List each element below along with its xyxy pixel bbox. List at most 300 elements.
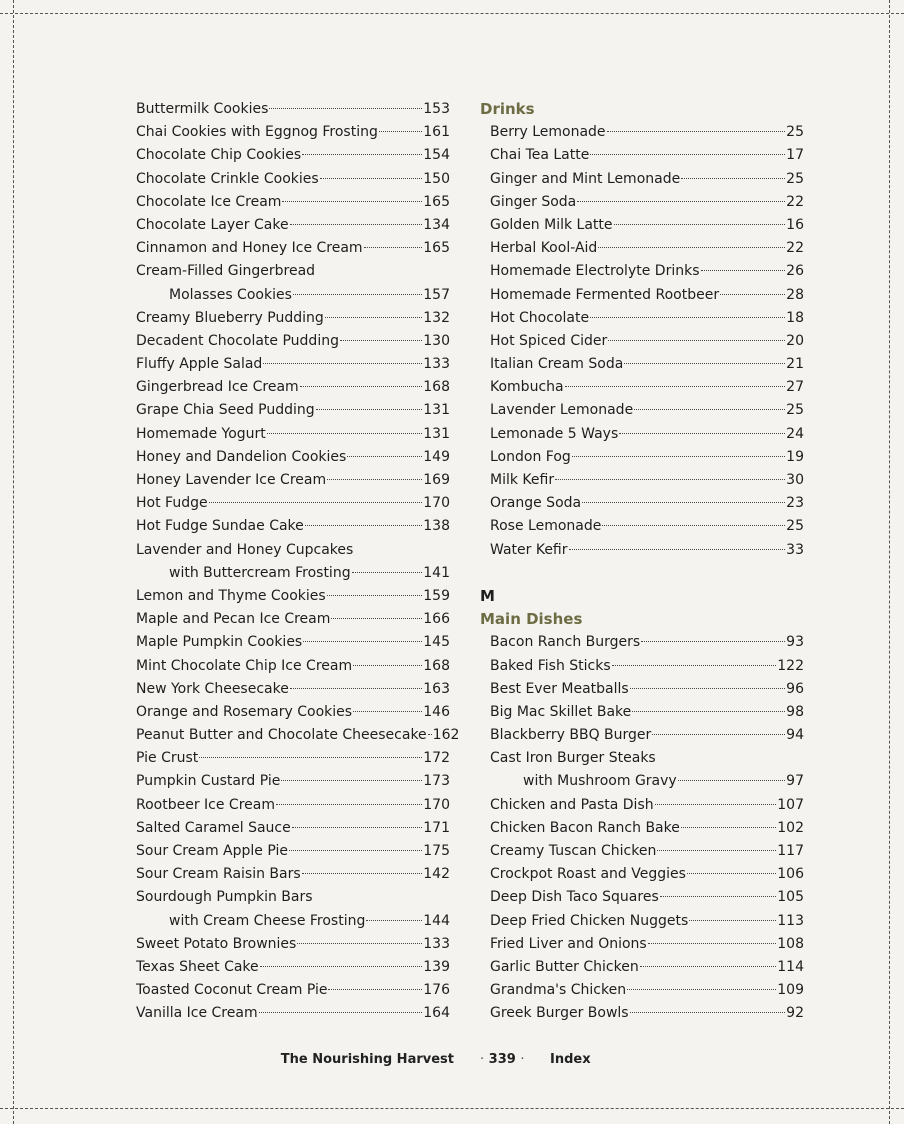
dot-leader bbox=[290, 688, 422, 689]
footer-section-name: Index bbox=[550, 1052, 591, 1067]
entry-name: Chocolate Layer Cake bbox=[136, 216, 289, 233]
entry-name: Chai Tea Latte bbox=[490, 147, 590, 164]
index-entry bbox=[136, 168, 450, 191]
entry-page-number: 132 bbox=[423, 309, 450, 326]
dot-leader bbox=[590, 317, 785, 318]
entry-name: Lemonade 5 Ways bbox=[490, 425, 619, 442]
dot-leader bbox=[612, 665, 777, 666]
index-entry bbox=[136, 539, 450, 562]
dot-leader bbox=[598, 247, 785, 248]
entry-name: Sour Cream Raisin Bars bbox=[136, 866, 301, 883]
entry-name: Lavender and Honey Cupcakes bbox=[136, 541, 354, 558]
entry-page-number: 25 bbox=[786, 518, 804, 535]
index-entry bbox=[136, 956, 450, 979]
entry-name: Hot Spiced Cider bbox=[490, 332, 608, 349]
index-entry bbox=[136, 933, 450, 956]
index-entry bbox=[480, 933, 804, 956]
entry-page-number: 98 bbox=[786, 703, 804, 720]
dot-leader bbox=[290, 224, 423, 225]
entry-page-number: 27 bbox=[786, 379, 804, 396]
dot-leader bbox=[259, 1012, 423, 1013]
entry-name: Homemade Electrolyte Drinks bbox=[490, 263, 700, 280]
entry-page-number: 165 bbox=[423, 193, 450, 210]
index-entry bbox=[136, 307, 450, 330]
entry-name: Cinnamon and Honey Ice Cream bbox=[136, 240, 363, 257]
entry-name: Herbal Kool-Aid bbox=[490, 240, 598, 257]
index-entry bbox=[136, 840, 450, 863]
dot-leader bbox=[627, 989, 776, 990]
entry-name: Best Ever Meatballs bbox=[490, 680, 629, 697]
dot-leader bbox=[720, 294, 785, 295]
dot-leader bbox=[352, 572, 423, 573]
footer-page-number bbox=[480, 1052, 524, 1067]
dot-leader bbox=[660, 896, 777, 897]
entry-page-number: 154 bbox=[423, 147, 450, 164]
dot-leader bbox=[347, 456, 422, 457]
dot-leader bbox=[364, 247, 423, 248]
entry-name: Homemade Fermented Rootbeer bbox=[490, 286, 720, 303]
entry-name: Honey and Dandelion Cookies bbox=[136, 448, 347, 465]
entry-name: Creamy Tuscan Chicken bbox=[490, 843, 657, 859]
dot-leader bbox=[199, 757, 422, 758]
entry-name: Cream-Filled Gingerbread bbox=[136, 263, 316, 280]
index-entry bbox=[136, 608, 450, 631]
trim-line-bottom bbox=[0, 1108, 904, 1109]
dot-leader bbox=[302, 873, 423, 874]
index-entry bbox=[480, 840, 804, 863]
index-entry bbox=[480, 539, 804, 562]
index-entry bbox=[136, 237, 450, 260]
entry-name: Crockpot Roast and Veggies bbox=[490, 866, 686, 883]
index-entry bbox=[480, 910, 804, 933]
entry-page-number: 173 bbox=[423, 773, 450, 790]
entry-name: Kombucha bbox=[490, 379, 564, 396]
dot-leader bbox=[632, 711, 785, 712]
dot-leader bbox=[327, 595, 423, 596]
entry-page-number: 22 bbox=[786, 240, 804, 257]
entry-page-number: 133 bbox=[423, 935, 450, 952]
entry-name: Peanut Butter and Chocolate Cheesecake bbox=[136, 727, 427, 744]
entry-name: Blackberry BBQ Burger bbox=[490, 727, 652, 744]
index-entry bbox=[136, 191, 450, 214]
dot-leader bbox=[624, 363, 785, 364]
index-entry bbox=[136, 701, 450, 724]
dot-leader bbox=[353, 665, 422, 666]
index-entry bbox=[480, 886, 804, 909]
trim-line-right bbox=[889, 0, 890, 1124]
dot-leader bbox=[276, 804, 422, 805]
entry-name: Deep Fried Chicken Nuggets bbox=[490, 912, 689, 929]
entry-page-number: 133 bbox=[423, 356, 450, 373]
dot-leader bbox=[630, 688, 785, 689]
entry-page-number: 163 bbox=[423, 680, 450, 697]
index-entry bbox=[136, 376, 450, 399]
index-entry bbox=[136, 562, 450, 585]
entry-name: Garlic Butter Chicken bbox=[490, 958, 639, 975]
index-entry bbox=[480, 655, 804, 678]
index-entry bbox=[136, 724, 460, 747]
entry-page-number: 172 bbox=[423, 750, 450, 767]
dot-leader bbox=[282, 201, 422, 202]
dot-leader bbox=[289, 850, 422, 851]
entry-page-number: 94 bbox=[786, 727, 804, 744]
dot-leader bbox=[607, 131, 786, 132]
entry-page-number: 157 bbox=[423, 286, 450, 303]
entry-name: Salted Caramel Sauce bbox=[136, 819, 291, 836]
dot-leader bbox=[293, 294, 422, 295]
index-entry bbox=[480, 399, 804, 422]
dot-leader bbox=[681, 827, 776, 828]
index-entry bbox=[136, 353, 450, 376]
entry-name: Maple and Pecan Ice Cream bbox=[136, 611, 331, 628]
index-entry bbox=[136, 863, 450, 886]
entry-page-number: 150 bbox=[423, 170, 450, 187]
trim-line-left bbox=[13, 0, 14, 1124]
dot-leader bbox=[331, 618, 422, 619]
entry-page-number: 162 bbox=[432, 727, 460, 744]
entry-page-number: 170 bbox=[423, 495, 450, 512]
index-entry bbox=[480, 260, 804, 283]
entry-page-number: 93 bbox=[786, 634, 804, 651]
dot-leader bbox=[641, 641, 785, 642]
entry-page-number: 170 bbox=[423, 796, 450, 813]
section-heading-main-dishes: Main Dishes bbox=[480, 610, 583, 629]
drinks-list bbox=[480, 121, 804, 562]
dot-leader bbox=[602, 525, 785, 526]
index-entry bbox=[136, 817, 450, 840]
entry-name: Baked Fish Sticks bbox=[490, 657, 611, 674]
entry-name: London Fog bbox=[490, 448, 571, 465]
index-entry bbox=[136, 515, 450, 538]
entry-page-number: 21 bbox=[786, 356, 804, 373]
index-entry bbox=[480, 817, 804, 840]
entry-name: Hot Chocolate bbox=[490, 309, 590, 326]
dot-leader bbox=[652, 734, 785, 735]
index-entry bbox=[136, 98, 450, 121]
entry-page-number: 130 bbox=[423, 332, 450, 349]
index-entry bbox=[480, 144, 804, 167]
dot-leader bbox=[687, 873, 776, 874]
entry-page-number: 107 bbox=[777, 796, 804, 813]
entry-page-number: 165 bbox=[423, 240, 450, 257]
entry-page-number: 168 bbox=[423, 657, 450, 674]
entry-page-number: 102 bbox=[777, 819, 804, 836]
dot-leader bbox=[269, 108, 422, 109]
entry-page-number: 146 bbox=[423, 703, 450, 720]
entry-page-number: 153 bbox=[423, 101, 450, 117]
dot-leader bbox=[320, 178, 423, 179]
dot-leader bbox=[572, 456, 785, 457]
entry-page-number: 24 bbox=[786, 425, 804, 442]
dot-leader bbox=[325, 317, 423, 318]
entry-name: Chocolate Chip Cookies bbox=[136, 147, 302, 164]
index-entry bbox=[480, 515, 804, 538]
entry-name: Sweet Potato Brownies bbox=[136, 935, 297, 952]
entry-page-number: 28 bbox=[786, 286, 804, 303]
entry-name: Fried Liver and Onions bbox=[490, 935, 647, 952]
entry-name: Homemade Yogurt bbox=[136, 425, 266, 442]
entry-name: Greek Burger Bowls bbox=[490, 1005, 629, 1022]
index-entry bbox=[480, 191, 804, 214]
entry-page-number: 19 bbox=[786, 448, 804, 465]
index-entry bbox=[480, 423, 804, 446]
entry-name: Vanilla Ice Cream bbox=[136, 1005, 258, 1022]
entry-page-number: 96 bbox=[786, 680, 804, 697]
dot-leader bbox=[340, 340, 422, 341]
entry-name: Toasted Coconut Cream Pie bbox=[136, 982, 328, 999]
dot-leader bbox=[681, 178, 785, 179]
dot-leader bbox=[267, 433, 422, 434]
entry-name: Rootbeer Ice Cream bbox=[136, 796, 275, 813]
index-entry bbox=[480, 724, 804, 747]
dot-leader bbox=[305, 525, 422, 526]
entry-page-number: 144 bbox=[423, 912, 450, 929]
entry-page-number: 25 bbox=[786, 124, 804, 141]
entry-name: Orange Soda bbox=[490, 495, 582, 512]
entry-page-number: 161 bbox=[423, 124, 450, 141]
entry-name: Pie Crust bbox=[136, 750, 199, 767]
entry-name: Buttermilk Cookies bbox=[136, 101, 269, 117]
entry-page-number: 33 bbox=[786, 541, 804, 558]
index-entry bbox=[136, 214, 450, 237]
dot-leader bbox=[379, 131, 422, 132]
entry-name: Sourdough Pumpkin Bars bbox=[136, 889, 313, 906]
entry-page-number: 25 bbox=[786, 402, 804, 419]
entry-name: Big Mac Skillet Bake bbox=[490, 703, 632, 720]
index-entry bbox=[136, 979, 450, 1002]
entry-name: Chicken Bacon Ranch Bake bbox=[490, 819, 680, 836]
dot-leader bbox=[292, 827, 423, 828]
entry-name: Italian Cream Soda bbox=[490, 356, 624, 373]
entry-name: Grandma's Chicken bbox=[490, 982, 627, 999]
entry-page-number: 134 bbox=[423, 216, 450, 233]
entry-page-number: 149 bbox=[423, 448, 450, 465]
dot-leader bbox=[614, 224, 786, 225]
index-entry bbox=[480, 794, 804, 817]
entry-page-number: 108 bbox=[777, 935, 804, 952]
entry-name: Chocolate Ice Cream bbox=[136, 193, 282, 210]
entry-name: Milk Kefir bbox=[490, 472, 555, 488]
entry-name: Lemon and Thyme Cookies bbox=[136, 587, 326, 604]
entry-page-number: 113 bbox=[777, 912, 804, 929]
index-entry bbox=[480, 237, 804, 260]
dot-leader bbox=[209, 502, 423, 503]
entry-page-number: 122 bbox=[777, 657, 804, 674]
index-entry bbox=[480, 956, 804, 979]
entry-name: Hot Fudge Sundae Cake bbox=[136, 518, 304, 535]
entry-name: Maple Pumpkin Cookies bbox=[136, 634, 303, 651]
entry-page-number: 18 bbox=[786, 309, 804, 326]
entry-page-number: 23 bbox=[786, 495, 804, 512]
dot-leader bbox=[302, 154, 422, 155]
entry-name: Grape Chia Seed Pudding bbox=[136, 402, 315, 419]
dot-leader bbox=[328, 989, 422, 990]
entry-name: Golden Milk Latte bbox=[490, 216, 613, 233]
entry-name: Orange and Rosemary Cookies bbox=[136, 703, 353, 720]
dot-leader bbox=[303, 641, 422, 642]
entry-page-number: 131 bbox=[423, 402, 450, 419]
entry-name: Berry Lemonade bbox=[490, 124, 606, 141]
entry-page-number: 142 bbox=[423, 866, 450, 883]
index-entry bbox=[136, 886, 450, 909]
dot-leader bbox=[630, 1012, 786, 1013]
index-entry bbox=[480, 330, 804, 353]
entry-page-number: 92 bbox=[786, 1005, 804, 1022]
dot-leader bbox=[555, 479, 785, 480]
letter-heading: M bbox=[480, 586, 495, 605]
dot-leader bbox=[640, 966, 777, 967]
dot-leader bbox=[655, 804, 777, 805]
entry-page-number: 117 bbox=[777, 843, 804, 859]
entry-page-number: 159 bbox=[423, 587, 450, 604]
entry-page-number: 26 bbox=[786, 263, 804, 280]
entry-name: Mint Chocolate Chip Ice Cream bbox=[136, 657, 353, 674]
index-entry bbox=[136, 121, 450, 144]
entry-name: Hot Fudge bbox=[136, 495, 208, 512]
index-entry bbox=[480, 469, 804, 492]
dot-leader bbox=[353, 711, 422, 712]
dot-leader bbox=[590, 154, 785, 155]
entry-page-number: 106 bbox=[777, 866, 804, 883]
index-entry bbox=[480, 1002, 804, 1025]
entry-page-number: 17 bbox=[786, 147, 804, 164]
index-entry bbox=[480, 121, 804, 144]
entry-page-number: 169 bbox=[423, 472, 450, 488]
index-entry bbox=[480, 747, 804, 770]
index-entry bbox=[136, 585, 450, 608]
entry-name: Chocolate Crinkle Cookies bbox=[136, 170, 319, 187]
index-entry bbox=[480, 701, 804, 724]
entry-name: Ginger and Mint Lemonade bbox=[490, 170, 681, 187]
index-entry bbox=[480, 678, 804, 701]
entry-page-number: 25 bbox=[786, 170, 804, 187]
index-entry bbox=[136, 446, 450, 469]
dot-leader bbox=[634, 409, 785, 410]
dot-leader bbox=[260, 966, 423, 967]
dot-leader bbox=[619, 433, 785, 434]
entry-page-number: 138 bbox=[423, 518, 450, 535]
entry-page-number: 16 bbox=[786, 216, 804, 233]
dot-leader bbox=[263, 363, 422, 364]
entry-page-number: 114 bbox=[777, 958, 804, 975]
entry-name: with Cream Cheese Frosting bbox=[169, 912, 366, 929]
section-heading-drinks: Drinks bbox=[480, 100, 535, 118]
entry-page-number: 30 bbox=[786, 472, 804, 488]
trim-line-top bbox=[0, 13, 904, 14]
index-entry bbox=[480, 770, 804, 793]
entry-name: Texas Sheet Cake bbox=[136, 958, 259, 975]
entry-name: Gingerbread Ice Cream bbox=[136, 379, 299, 396]
index-entry bbox=[136, 631, 450, 654]
index-entry bbox=[136, 284, 450, 307]
entry-name: Lavender Lemonade bbox=[490, 402, 634, 419]
index-entry bbox=[480, 168, 804, 191]
index-entry bbox=[136, 747, 450, 770]
footer-book-title: The Nourishing Harvest bbox=[280, 1052, 454, 1067]
index-entry bbox=[136, 1002, 450, 1025]
entry-name: Bacon Ranch Burgers bbox=[490, 634, 641, 651]
index-column-left bbox=[136, 98, 460, 1026]
dot-leader bbox=[701, 270, 786, 271]
index-entry bbox=[136, 678, 450, 701]
entry-name: Rose Lemonade bbox=[490, 518, 602, 535]
index-entry bbox=[480, 863, 804, 886]
dot-leader bbox=[300, 386, 423, 387]
entry-page-number: 176 bbox=[423, 982, 450, 999]
index-entry bbox=[480, 979, 804, 1002]
index-entry bbox=[136, 423, 450, 446]
dot-leader bbox=[608, 340, 785, 341]
entry-name: Chicken and Pasta Dish bbox=[490, 796, 654, 813]
dot-leader bbox=[678, 780, 785, 781]
index-column-right bbox=[480, 98, 804, 1026]
entry-name: Creamy Blueberry Pudding bbox=[136, 309, 324, 326]
entry-name: with Buttercream Frosting bbox=[169, 564, 351, 581]
dot-leader bbox=[316, 409, 423, 410]
dot-leader bbox=[582, 502, 785, 503]
index-entry bbox=[136, 910, 450, 933]
index-entry bbox=[480, 284, 804, 307]
entry-page-number: 109 bbox=[777, 982, 804, 999]
entry-page-number: 131 bbox=[423, 425, 450, 442]
entry-name: Pumpkin Custard Pie bbox=[136, 773, 281, 790]
entry-name: Sour Cream Apple Pie bbox=[136, 843, 288, 859]
dot-leader bbox=[689, 920, 776, 921]
index-entry bbox=[136, 794, 450, 817]
entry-page-number: 164 bbox=[423, 1005, 450, 1022]
entry-name: Decadent Chocolate Pudding bbox=[136, 332, 339, 349]
index-entry bbox=[136, 655, 450, 678]
footer-separator-left: · bbox=[480, 1052, 485, 1067]
dot-leader bbox=[657, 850, 776, 851]
footer-page-number-value: 339 bbox=[488, 1052, 516, 1067]
dot-leader bbox=[648, 943, 777, 944]
index-entry bbox=[480, 631, 804, 654]
dot-leader bbox=[281, 780, 422, 781]
index-entry bbox=[136, 260, 450, 283]
entry-page-number: 139 bbox=[423, 958, 450, 975]
index-entry bbox=[480, 353, 804, 376]
spacer bbox=[480, 562, 804, 585]
entry-page-number: 175 bbox=[423, 843, 450, 859]
entry-page-number: 105 bbox=[777, 889, 804, 906]
dot-leader bbox=[577, 201, 785, 202]
dot-leader bbox=[428, 734, 432, 735]
dot-leader bbox=[565, 386, 786, 387]
entry-name: Cast Iron Burger Steaks bbox=[490, 750, 656, 767]
entry-name: Ginger Soda bbox=[490, 193, 577, 210]
entry-name: with Mushroom Gravy bbox=[523, 773, 677, 790]
entry-page-number: 141 bbox=[423, 564, 450, 581]
footer-separator-right: · bbox=[520, 1052, 525, 1067]
index-entry bbox=[480, 446, 804, 469]
entry-name: Molasses Cookies bbox=[169, 286, 292, 303]
entry-name: Chai Cookies with Eggnog Frosting bbox=[136, 124, 378, 141]
index-entry bbox=[136, 469, 450, 492]
dot-leader bbox=[297, 943, 422, 944]
main-dishes-list bbox=[480, 631, 804, 1025]
index-entry bbox=[480, 376, 804, 399]
entry-name: New York Cheesecake bbox=[136, 680, 289, 697]
dot-leader bbox=[569, 549, 786, 550]
index-entry bbox=[136, 144, 450, 167]
index-entry bbox=[136, 399, 450, 422]
entry-name: Honey Lavender Ice Cream bbox=[136, 472, 327, 488]
entry-page-number: 20 bbox=[786, 332, 804, 349]
entry-page-number: 168 bbox=[423, 379, 450, 396]
index-entry bbox=[136, 770, 450, 793]
index-entry bbox=[480, 307, 804, 330]
